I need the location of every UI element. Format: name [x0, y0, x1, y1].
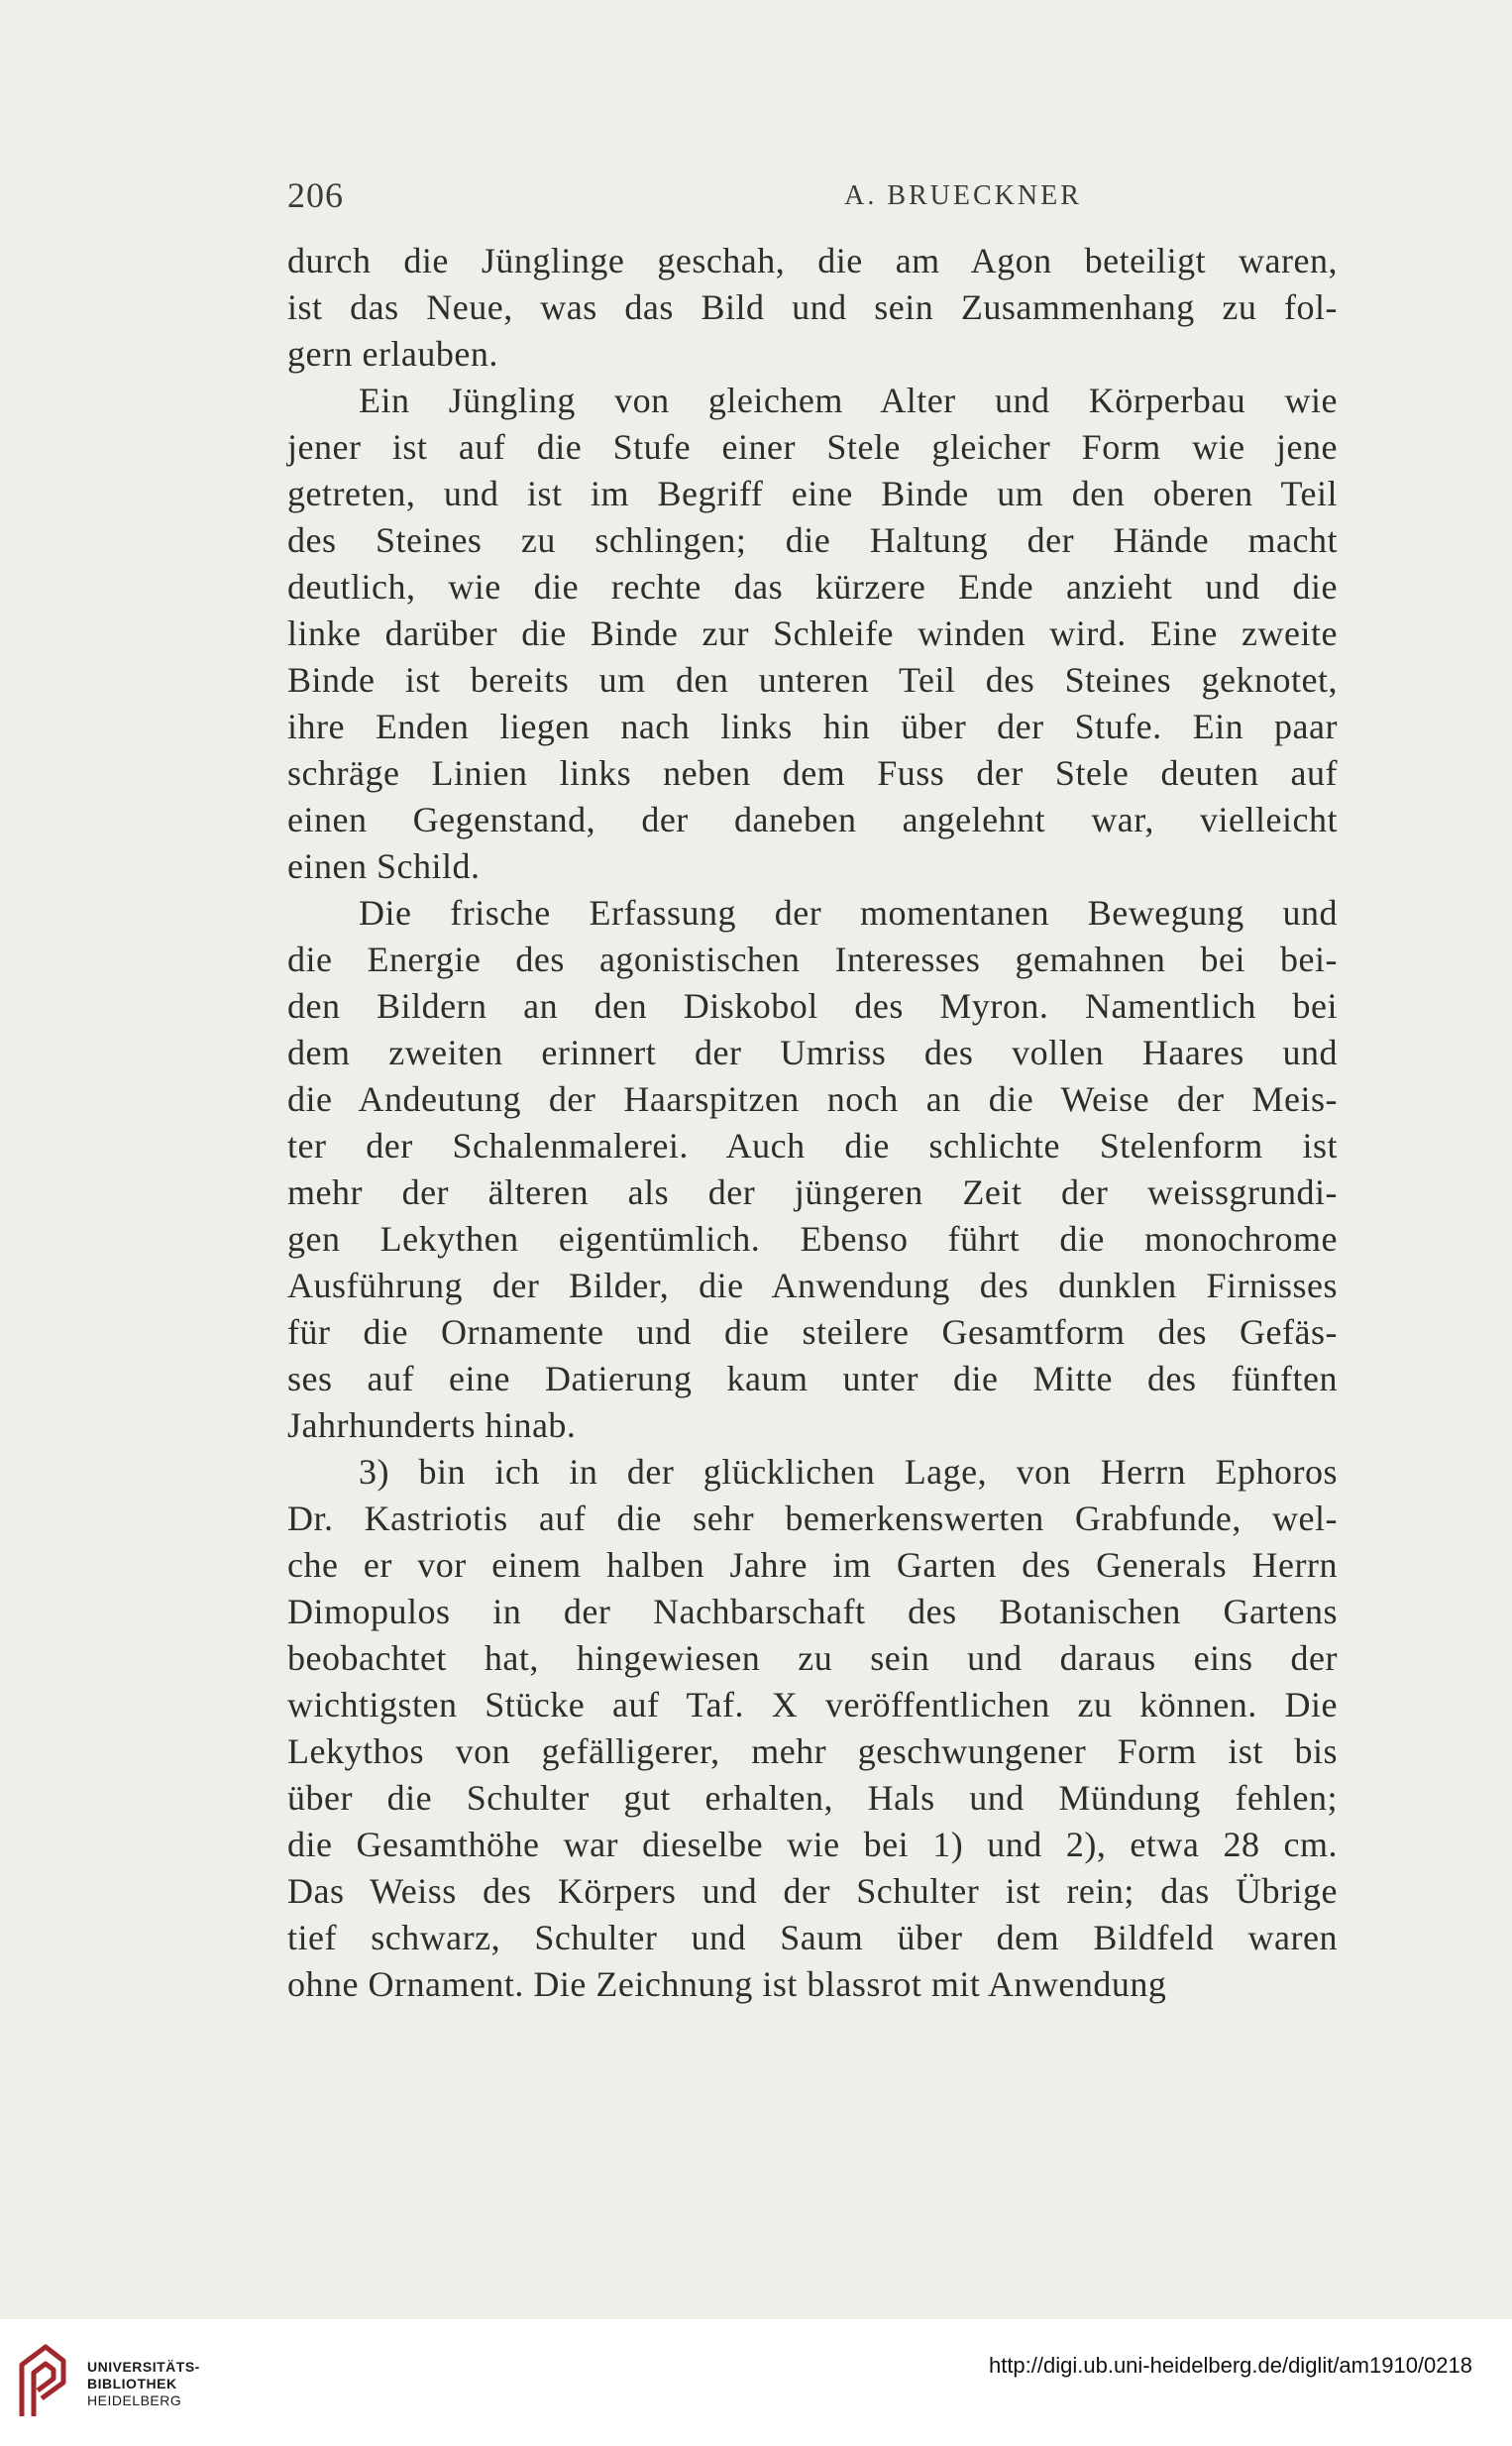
running-head-author: A. BRUECKNER: [844, 180, 1082, 211]
library-logo-icon: [16, 2343, 69, 2418]
text-line: tief schwarz, Schulter und Saum über dem Bildfeld waren: [287, 1918, 1338, 1957]
text-line: ohne Ornament. Die Zeichnung ist blassrot mit Anwendung: [287, 1964, 1167, 2004]
text-line: wichtigsten Stücke auf Taf. X veröffentlichen zu können. Die: [287, 1685, 1338, 1724]
library-name-line3: HEIDELBERG: [87, 2392, 182, 2408]
text-line: getreten, und ist im Begriff eine Binde um den oberen Teil: [287, 474, 1338, 513]
text-line: ses auf eine Datierung kaum unter die Mitte des fünften: [287, 1359, 1338, 1398]
text-line: Lekythos von gefälligerer, mehr geschwungener Form ist bis: [287, 1731, 1338, 1771]
text-line: des Steines zu schlingen; die Haltung der Hände macht: [287, 520, 1338, 560]
text-line: linke darüber die Binde zur Schleife winden wird. Eine zweite: [287, 613, 1338, 653]
text-line: mehr der älteren als der jüngeren Zeit der weissgrundi-: [287, 1172, 1338, 1212]
text-line: Jahrhunderts hinab.: [287, 1405, 577, 1445]
text-line: die Andeutung der Haarspitzen noch an die Weise der Meis-: [287, 1079, 1338, 1119]
text-line: durch die Jünglinge geschah, die am Agon beteiligt waren,: [287, 241, 1338, 280]
text-line: die Gesamthöhe war dieselbe wie bei 1) und 2), etwa 28 cm.: [287, 1825, 1338, 1864]
running-head: [287, 174, 1338, 224]
text-line: ter der Schalenmalerei. Auch die schlichte Stelenform ist: [287, 1126, 1338, 1166]
page-number: 206: [287, 175, 344, 215]
text-line: über die Schulter gut erhalten, Hals und Mündung fehlen;: [287, 1778, 1338, 1818]
text-line: 3) bin ich in der glücklichen Lage, von Herrn Ephoros: [359, 1452, 1338, 1492]
text-line: Dimopulos in der Nachbarschaft des Botanischen Gartens: [287, 1592, 1338, 1631]
text-line: einen Schild.: [287, 846, 481, 886]
permalink-url[interactable]: http://digi.ub.uni-heidelberg.de/diglit/am1910/0218: [988, 2353, 1472, 2378]
text-line: Binde ist bereits um den unteren Teil des Steines geknotet,: [287, 660, 1338, 700]
text-line: einen Gegenstand, der daneben angelehnt war, vielleicht: [287, 800, 1338, 839]
library-name-line2: BIBLIOTHEK: [87, 2376, 177, 2391]
text-line: für die Ornamente und die steilere Gesamtform des Gefäs-: [287, 1312, 1338, 1352]
text-line: den Bildern an den Diskobol des Myron. Namentlich bei: [287, 986, 1338, 1026]
text-line: Die frische Erfassung der momentanen Bewegung und: [359, 893, 1338, 933]
body-text: [287, 238, 1338, 2008]
text-line: ist das Neue, was das Bild und sein Zusammenhang zu fol-: [287, 287, 1338, 327]
library-name-line1: UNIVERSITÄTS-: [87, 2359, 200, 2375]
text-line: die Energie des agonistischen Interesses gemahnen bei bei-: [287, 940, 1338, 979]
text-line: schräge Linien links neben dem Fuss der Stele deuten auf: [287, 753, 1338, 793]
text-line: Ausführung der Bilder, die Anwendung des dunklen Firnisses: [287, 1266, 1338, 1305]
text-line: dem zweiten erinnert der Umriss des vollen Haares und: [287, 1033, 1338, 1072]
text-line: Das Weiss des Körpers und der Schulter ist rein; das Übrige: [287, 1871, 1338, 1911]
text-line: gern erlauben.: [287, 334, 498, 374]
text-line: ihre Enden liegen nach links hin über der Stufe. Ein paar: [287, 707, 1338, 746]
footer-bar: [0, 2319, 1512, 2446]
text-line: Dr. Kastriotis auf die sehr bemerkenswerten Grabfunde, wel-: [287, 1499, 1338, 1538]
text-line: che er vor einem halben Jahre im Garten des Generals Herrn: [287, 1545, 1338, 1585]
text-line: deutlich, wie die rechte das kürzere Ende anzieht und die: [287, 567, 1338, 607]
text-line: jener ist auf die Stufe einer Stele gleicher Form wie jene: [287, 427, 1338, 467]
text-line: beobachtet hat, hingewiesen zu sein und daraus eins der: [287, 1638, 1338, 1678]
text-line: Ein Jüngling von gleichem Alter und Körperbau wie: [359, 381, 1338, 420]
library-name: [87, 2359, 200, 2409]
text-line: gen Lekythen eigentümlich. Ebenso führt die monochrome: [287, 1219, 1338, 1259]
